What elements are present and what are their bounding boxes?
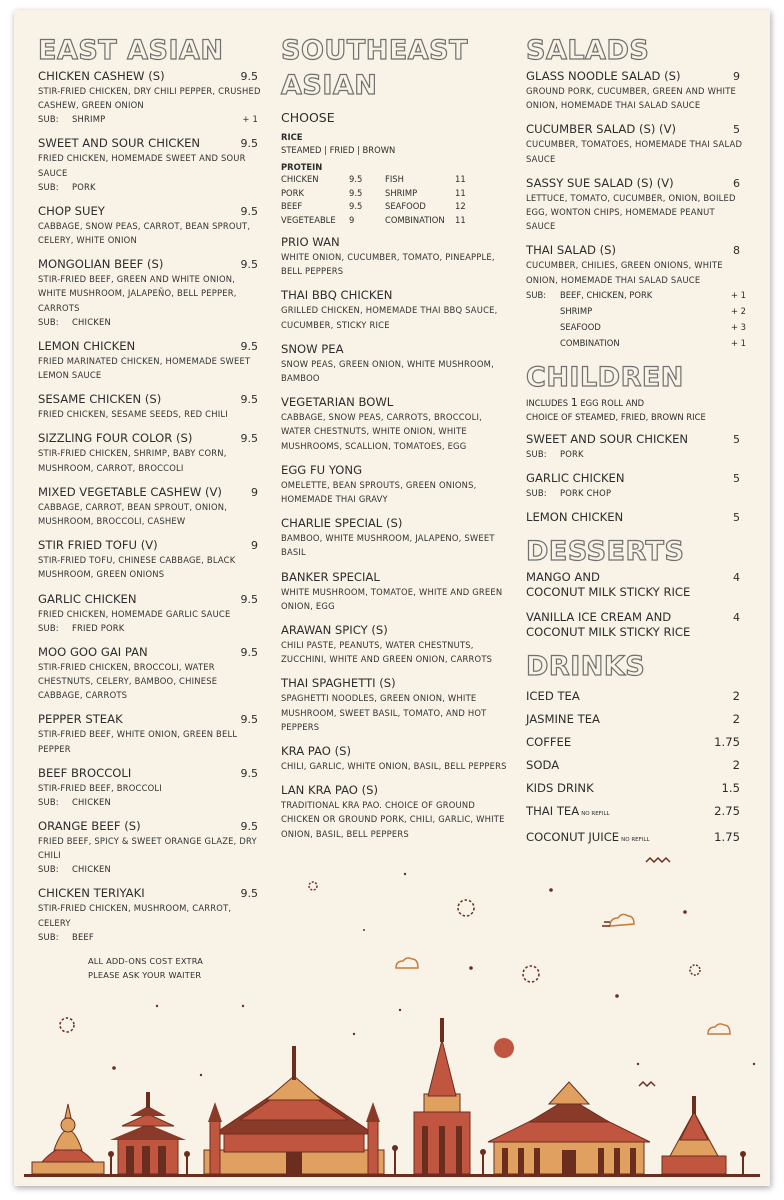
southeast-asian-title-line1: SOUTHEAST — [281, 35, 469, 66]
buddha-statue-icon — [32, 1104, 104, 1174]
east-asian-column — [38, 34, 264, 982]
menu-item-name-line2: COCONUT MILK STICKY RICE — [526, 624, 691, 639]
menu-item — [526, 610, 746, 640]
protein-name: VEGETEABLE — [281, 214, 336, 225]
drink-name: COFFEE — [526, 734, 572, 749]
cloud-icon — [610, 914, 634, 926]
menu-item-header — [38, 257, 264, 272]
substitution-row — [38, 315, 264, 329]
menu-item-header — [526, 69, 746, 84]
drink-price: 2 — [732, 711, 740, 726]
substitution-option: BEEF — [72, 931, 94, 942]
substitution-price — [258, 315, 264, 329]
menu-item — [281, 570, 511, 613]
right-column — [526, 34, 746, 852]
cloud-icon — [396, 958, 418, 968]
drink-price: 1.75 — [714, 829, 740, 844]
menu-item-price: 5 — [733, 432, 740, 446]
menu-item — [526, 176, 746, 234]
substitution-option: CHICKEN — [72, 864, 111, 875]
menu-item-description: SNOW PEAS, GREEN ONION, WHITE MUSHROOM, BAMBOO — [281, 358, 494, 384]
menu-item — [281, 516, 511, 559]
menu-item-description: WHITE ONION, CUCUMBER, TOMATO, PINEAPPLE, BELL PEPPERS — [281, 252, 495, 277]
menu-item-price: 5 — [733, 510, 740, 524]
menu-item-header — [38, 485, 264, 500]
grand-temple-icon — [204, 1046, 384, 1174]
menu-item-description: BAMBOO, WHITE MUSHROOM, JALAPENO, SWEET BASIL — [281, 533, 495, 558]
salad-subs — [526, 287, 746, 351]
menu-item-header — [38, 592, 264, 607]
menu-item-header — [526, 176, 746, 191]
menu-item-description: CABBAGE, CARROT, BEAN SPROUT, ONION, MUSHROOM, BROCCOLI, CASHEW — [38, 501, 228, 527]
drink-name-group — [526, 826, 650, 852]
menu-item-description: FRIED BEEF, SPICY & SWEET ORANGE GLAZE, DRY CHILI — [38, 836, 257, 861]
menu-item-description: SPAGHETTI NOODLES, GREEN ONION, WHITE MUSHROOM, SWEET BASIL, TOMATO, AND HOT PEPPERS — [281, 693, 487, 732]
southeast-asian-title-line2: ASIAN — [281, 70, 378, 101]
menu-item-name: SESAME CHICKEN (S) — [38, 392, 162, 407]
protein-price: 12 — [455, 201, 466, 211]
menu-item-price: 9.5 — [240, 432, 258, 446]
east-asian-list — [38, 69, 264, 944]
choose-label: CHOOSE — [281, 110, 335, 125]
menu-item-header — [38, 431, 264, 446]
protein-name: SHRIMP — [385, 187, 418, 198]
menu-item-header — [38, 204, 264, 219]
children-note-line2: CHOICE OF STEAMED, FRIED, BROWN RICE — [526, 411, 706, 422]
substitution-row — [526, 447, 746, 461]
menu-item — [526, 510, 746, 525]
dotted-circle-icon — [458, 900, 474, 916]
menu-item-header — [38, 392, 264, 407]
menu-item — [38, 392, 264, 421]
substitution-row — [38, 180, 264, 194]
drinks-list — [526, 685, 746, 852]
substitution-left — [38, 795, 111, 809]
sun-icon — [494, 1038, 514, 1058]
dotted-circle-icon — [309, 882, 317, 890]
menu-item-description: WHITE MUSHROOM, TOMATOE, WHITE AND GREEN ONION, EGG — [281, 586, 503, 611]
substitution-price — [258, 795, 264, 809]
menu-item-price: 9.5 — [240, 204, 258, 218]
substitution-price: + 2 — [730, 305, 746, 316]
menu-item-name: CHICKEN TERIYAKI — [38, 886, 145, 901]
rice-label: RICE — [281, 132, 303, 142]
salads-list — [526, 69, 746, 287]
menu-item-description: FRIED CHICKEN, HOMEMADE SWEET AND SOUR SAUCE — [38, 153, 246, 178]
menu-item — [38, 645, 264, 703]
menu-item — [281, 676, 511, 734]
drink-item — [526, 754, 746, 777]
menu-item-name: BANKER SPECIAL — [281, 569, 380, 584]
children-title: CHILDREN — [526, 361, 684, 393]
children-note — [526, 396, 746, 424]
menu-item-header — [526, 471, 746, 486]
salad-sub-row — [526, 319, 746, 335]
drink-name-group — [526, 754, 559, 777]
menu-item-header — [526, 510, 746, 525]
menu-item — [526, 122, 746, 165]
drink-item — [526, 800, 746, 826]
menu-item-description: CABBAGE, SNOW PEAS, CARROT, BEAN SPROUT, CELERY, WHITE ONION — [38, 220, 251, 246]
menu-item-name: LEMON CHICKEN — [526, 509, 624, 524]
menu-item — [38, 485, 264, 528]
menu-item-description: TRADITIONAL KRA PAO. CHOICE OF GROUND CHICKEN OR GROUND PORK, CHILI, GARLIC, WHITE ONION, BASIL, BELL PEPPERS — [281, 800, 505, 839]
menu-item — [38, 204, 264, 247]
menu-item-description: STIR-FRIED BEEF, BROCCOLI — [38, 782, 162, 793]
menu-item-header — [38, 339, 264, 354]
substitution-row — [38, 621, 264, 635]
substitution-label: SUB: — [38, 622, 59, 633]
menu-item — [526, 471, 746, 500]
menu-item-name: GLASS NOODLE SALAD (S) — [526, 69, 681, 83]
substitution-option: PORK — [560, 448, 584, 459]
substitution-label: SUB: — [526, 448, 547, 459]
menu-item — [38, 712, 264, 755]
menu-item-name: ARAWAN SPICY (S) — [281, 623, 388, 638]
menu-item — [38, 257, 264, 329]
menu-item-description: OMELETTE, BEAN SPROUTS, GREEN ONIONS, HOMEMADE THAI GRAVY — [281, 479, 477, 505]
drink-price: 1.5 — [721, 780, 740, 795]
menu-item-name: THAI SALAD (S) — [526, 243, 617, 258]
menu-page — [14, 10, 770, 1186]
menu-item-price: 4 — [733, 610, 740, 624]
substitution-row — [38, 795, 264, 809]
menu-item — [38, 766, 264, 809]
salad-sub-row — [526, 335, 746, 351]
drink-item — [526, 826, 746, 852]
menu-item — [38, 69, 264, 126]
zigzag-icon — [646, 858, 670, 862]
dotted-circle-icon — [523, 966, 539, 982]
children-list — [526, 432, 746, 525]
substitution-label: SUB: — [38, 316, 59, 327]
desserts-title: DESSERTS — [526, 535, 685, 567]
menu-item — [526, 570, 746, 600]
menu-item-description: STIR-FRIED CHICKEN, SHRIMP, BABY CORN, MUSHROOM, CARROT, BROCCOLI — [38, 448, 227, 473]
menu-item-description: LETTUCE, TOMATO, CUCUMBER, ONION, BOILED EGG, WONTON CHIPS, HOMEMADE PEANUT SAUCE — [526, 192, 736, 232]
drink-name: THAI TEA — [526, 803, 580, 818]
protein-price: 9.5 — [349, 174, 363, 184]
menu-item-name: EGG FU YONG — [281, 462, 363, 477]
menu-item — [38, 431, 264, 474]
menu-item-name: GARLIC CHICKEN — [38, 591, 137, 606]
substitution-price: + 1 — [242, 114, 258, 125]
southeast-asian-list — [281, 235, 511, 841]
substitution-label: SUB: — [526, 487, 547, 498]
menu-item — [38, 592, 264, 635]
substitution-option: CHICKEN — [72, 316, 111, 327]
substitution-price — [258, 180, 264, 194]
menu-item-description: STIR-FRIED CHICKEN, BROCCOLI, WATER CHESTNUTS, CELERY, BAMBOO, CHINESE CABBAGE, CARROTS — [38, 661, 218, 701]
protein-price: 9.5 — [349, 187, 363, 198]
protein-name: SEAFOOD — [385, 201, 426, 211]
menu-item-name: SIZZLING FOUR COLOR (S) — [38, 431, 193, 446]
substitution-left — [38, 180, 96, 194]
menu-item-name: KRA PAO (S) — [281, 744, 351, 759]
menu-item-description: FRIED MARINATED CHICKEN, HOMEMADE SWEET LEMON SAUCE — [38, 355, 251, 381]
menu-item-name: MANGO AND — [526, 569, 600, 584]
menu-item-price: 9.5 — [240, 393, 258, 407]
drink-price: 1.75 — [714, 734, 740, 749]
children-note-a: INCLUDES — [526, 397, 571, 408]
menu-item — [281, 288, 511, 331]
menu-item-header — [526, 570, 746, 585]
protein-name: PORK — [281, 187, 304, 198]
menu-item-price: 8 — [733, 244, 740, 258]
drink-note: NO REFILL — [621, 836, 650, 843]
protein-price: 11 — [455, 187, 466, 198]
protein-name: COMBINATION — [385, 214, 445, 225]
menu-item-description: GROUND PORK, CUCUMBER, GREEN AND WHITE ONION, HOMEMADE THAI SALAD SAUCE — [526, 86, 737, 111]
menu-item-name-line2: COCONUT MILK STICKY RICE — [526, 584, 691, 599]
substitution-left — [526, 447, 584, 461]
menu-item-name: STIR FRIED TOFU (V) — [38, 538, 158, 553]
menu-item-name: ORANGE BEEF (S) — [38, 819, 141, 834]
menu-item-header — [526, 610, 746, 625]
drink-name: COCONUT JUICE — [526, 829, 620, 844]
menu-item-header — [38, 136, 264, 151]
menu-item-name: MOO GOO GAI PAN — [38, 644, 148, 659]
drink-item — [526, 708, 746, 731]
menu-item-price: 9.5 — [240, 592, 258, 606]
menu-item-name: THAI SPAGHETTI (S) — [281, 676, 396, 691]
menu-item-header — [38, 766, 264, 781]
menu-item-name: CUCUMBER SALAD (S) (V) — [526, 122, 677, 137]
substitution-left — [526, 486, 611, 500]
menu-item-name: SWEET AND SOUR CHICKEN — [38, 136, 201, 151]
wind-lines — [602, 922, 610, 926]
protein-price: 9.5 — [349, 201, 363, 211]
substitution-label — [526, 335, 560, 351]
drink-name-group — [526, 685, 580, 708]
menu-item-name: PRIO WAN — [281, 235, 340, 249]
menu-item-header — [38, 712, 264, 727]
drink-note: NO REFILL — [581, 810, 610, 817]
salads-title: SALADS — [526, 35, 650, 66]
substitution-option: SHRIMP — [72, 114, 106, 125]
menu-item — [38, 538, 264, 581]
menu-item-price: 9.5 — [240, 887, 258, 901]
children-note-b: EGG ROLL AND — [577, 397, 645, 408]
children-note-one: 1 — [570, 395, 578, 409]
menu-item-description: STIR-FRIED BEEF, WHITE ONION, GREEN BELL PEPPER — [38, 729, 238, 754]
substitution-row — [38, 112, 264, 126]
substitution-label: SUB: — [38, 114, 59, 125]
menu-item-name: SASSY SUE SALAD (S) (V) — [526, 175, 674, 190]
menu-item-price: 9.5 — [240, 645, 258, 659]
sky-decorations — [60, 858, 730, 1086]
menu-item-name: MIXED VEGETABLE CASHEW (V) — [38, 484, 222, 499]
menu-item-name: GARLIC CHICKEN — [526, 470, 625, 485]
menu-item-price: 9.5 — [240, 713, 258, 727]
menu-item-description: GRILLED CHICKEN, HOMEMADE THAI BBQ SAUCE, CUCUMBER, STICKY RICE — [281, 305, 498, 330]
drink-name: SODA — [526, 757, 560, 772]
substitution-label: SUB: — [38, 864, 59, 875]
drink-price: 2 — [732, 757, 740, 772]
protein-price: 11 — [455, 174, 466, 184]
substitution-price — [258, 621, 264, 635]
substitution-option: SEAFOOD — [560, 321, 601, 332]
menu-item — [526, 69, 746, 112]
menu-item — [281, 783, 511, 841]
stupa-icon — [414, 1018, 470, 1174]
menu-item-header — [38, 538, 264, 553]
rice-options: STEAMED | FRIED | BROWN — [281, 145, 396, 155]
menu-item-name: SNOW PEA — [281, 341, 344, 356]
menu-item-description: STIR-FRIED TOFU, CHINESE CABBAGE, BLACK MUSHROOM, GREEN ONIONS — [38, 555, 236, 580]
protein-name: CHICKEN — [281, 174, 319, 184]
pagoda-icon — [110, 1092, 186, 1174]
salad-sub-row — [526, 303, 746, 319]
menu-item-name: CHOP SUEY — [38, 203, 105, 218]
menu-item — [526, 243, 746, 286]
sky-dots — [112, 873, 755, 1076]
menu-item-header — [38, 819, 264, 834]
protein-price: 11 — [455, 214, 466, 225]
protein-price: 9 — [349, 214, 355, 225]
menu-item-price: 5 — [733, 471, 740, 485]
menu-item-price: 5 — [733, 123, 740, 137]
menu-item-header — [526, 122, 746, 137]
substitution-label: SUB: — [526, 289, 547, 300]
menu-item-description: FRIED CHICKEN, SESAME SEEDS, RED CHILI — [38, 409, 228, 420]
drink-name-group — [526, 777, 594, 800]
substitution-price: + 1 — [730, 289, 746, 300]
substitution-price: + 3 — [730, 321, 746, 332]
drink-name-group — [526, 708, 600, 731]
protein-name: BEEF — [281, 201, 303, 211]
menu-item-header — [38, 645, 264, 660]
menu-item-name: CHARLIE SPECIAL (S) — [281, 516, 403, 531]
southeast-asian-column — [281, 34, 511, 851]
menu-item — [526, 432, 746, 461]
substitution-left — [38, 315, 111, 329]
menu-item-price: 9 — [251, 539, 258, 553]
menu-item — [281, 395, 511, 453]
menu-item-name: PEPPER STEAK — [38, 712, 123, 727]
substitution-option: COMBINATION — [560, 337, 620, 348]
menu-item-price: 9.5 — [240, 258, 258, 272]
menu-item-name: LAN KRA PAO (S) — [281, 783, 379, 798]
menu-item-description: CHILI PASTE, PEANUTS, WATER CHESTNUTS, ZUCCHINI, WHITE AND GREEN ONION, CARROTS — [281, 640, 493, 665]
substitution-label: SUB: — [38, 931, 59, 942]
menu-item-header — [526, 243, 746, 258]
substitution-price: + 1 — [730, 337, 746, 348]
menu-item-name: CHICKEN CASHEW (S) — [38, 69, 165, 83]
menu-item-price: 9.5 — [240, 766, 258, 780]
menu-item-name: THAI BBQ CHICKEN — [281, 288, 393, 303]
menu-item-header — [38, 69, 264, 84]
menu-item — [281, 235, 511, 278]
drink-name: ICED TEA — [526, 688, 580, 703]
substitution-option: FRIED PORK — [72, 622, 125, 633]
menu-item-price: 9.5 — [240, 339, 258, 353]
drink-name-group — [526, 800, 610, 826]
substitution-label: SUB: — [38, 797, 59, 808]
menu-item-header — [526, 432, 746, 447]
menu-item — [281, 342, 511, 385]
protein-grid — [281, 173, 511, 227]
substitution-label: SUB: — [38, 181, 59, 192]
substitution-left — [38, 621, 124, 635]
menu-item-price: 9.5 — [240, 820, 258, 834]
substitution-label — [526, 303, 560, 319]
menu-item-description: STIR-FRIED CHICKEN, MUSHROOM, CARROT, CELERY — [38, 903, 232, 928]
desserts-list — [526, 570, 746, 640]
substitution-left — [38, 112, 105, 126]
thai-skyline-illustration — [14, 850, 770, 1186]
menu-item-price: 6 — [733, 176, 740, 190]
cloud-icon — [708, 1024, 730, 1034]
menu-item — [281, 623, 511, 666]
salad-sub-row — [526, 287, 746, 303]
menu-item-description: CUCUMBER, TOMATOES, HOMEMADE THAI SALAD SAUCE — [526, 139, 743, 164]
menu-item-name: MONGOLIAN BEEF (S) — [38, 257, 164, 272]
menu-item-name: VANILLA ICE CREAM AND — [526, 609, 672, 624]
menu-item-name: LEMON CHICKEN — [38, 338, 136, 353]
drink-name: KIDS DRINK — [526, 780, 594, 795]
substitution-option: BEEF, CHICKEN, PORK — [560, 289, 653, 300]
substitution-row — [526, 486, 746, 500]
menu-item — [281, 744, 511, 773]
menu-item-price: 9.5 — [240, 70, 258, 83]
menu-item-name: BEEF BROCCOLI — [38, 765, 132, 780]
drink-price: 2.75 — [714, 803, 740, 818]
menu-item-name: SWEET AND SOUR CHICKEN — [526, 431, 689, 446]
substitution-option: SHRIMP — [560, 305, 593, 316]
menu-item-description: STIR-FRIED CHICKEN, DRY CHILI PEPPER, CRUSHED CASHEW, GREEN ONION — [38, 86, 261, 111]
drink-item — [526, 777, 746, 800]
palace-icon — [488, 1082, 650, 1174]
menu-item-description: FRIED CHICKEN, HOMEMADE GARLIC SAUCE — [38, 608, 231, 619]
substitution-label — [526, 319, 560, 335]
add-ons-note-line1: ALL ADD-ONS COST EXTRA — [88, 955, 204, 966]
drinks-title: DRINKS — [526, 650, 646, 682]
menu-item-price: 9 — [733, 70, 740, 83]
menu-item-description: CUCUMBER, CHILIES, GREEN ONIONS, WHITE ONION, HOMEMADE THAI SALAD SAUCE — [526, 260, 723, 285]
drink-name: JASMINE TEA — [526, 711, 600, 726]
substitution-option: PORK — [72, 181, 96, 192]
menu-item-price: 9.5 — [240, 137, 258, 151]
small-temple-icon — [662, 1096, 726, 1174]
menu-item-price: 9 — [251, 485, 258, 499]
drink-name-group — [526, 731, 571, 754]
menu-item — [38, 136, 264, 193]
substitution-option: PORK CHOP — [560, 487, 612, 498]
menu-item-description: CABBAGE, SNOW PEAS, CARROTS, BROCCOLI, WATER CHESTNUTS, WHITE ONION, WHITE MUSHROOMS, SCALLION, TOMATOES, EGG — [281, 412, 482, 451]
dotted-circle-icon — [690, 965, 700, 975]
menu-item-description: CHILI, GARLIC, WHITE ONION, BASIL, BELL PEPPERS — [281, 761, 507, 772]
menu-item-price: 4 — [733, 570, 740, 584]
drink-price: 2 — [732, 688, 740, 703]
menu-item — [281, 463, 511, 506]
drink-item — [526, 731, 746, 754]
substitution-option: CHICKEN — [72, 797, 111, 808]
menu-item-name: VEGETARIAN BOWL — [281, 395, 394, 410]
add-ons-note-line2: PLEASE ASK YOUR WAITER — [88, 969, 202, 980]
drink-item — [526, 685, 746, 708]
dotted-circle-icon — [60, 1018, 74, 1032]
menu-item-description: STIR-FRIED BEEF, GREEN AND WHITE ONION, WHITE MUSHROOM, JALAPEÑO, BELL PEPPER, CARROTS — [38, 274, 237, 313]
protein-name: FISH — [385, 174, 404, 184]
protein-label: PROTEIN — [281, 162, 323, 172]
zigzag-icon — [639, 1082, 655, 1086]
east-asian-title: EAST ASIAN — [38, 35, 224, 66]
menu-item — [38, 339, 264, 382]
